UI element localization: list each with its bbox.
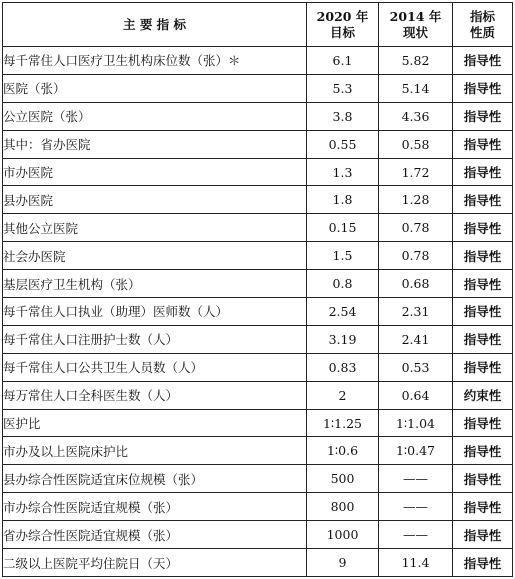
target-value: 1000 <box>307 521 379 549</box>
indicator-name: 市办综合性医院适宜规模（张） <box>3 493 307 521</box>
table-row <box>3 186 513 214</box>
indicator-nature: 指导性 <box>453 521 513 549</box>
indicator-nature: 指导性 <box>453 353 513 381</box>
target-value: 500 <box>307 465 379 493</box>
current-value: —— <box>379 521 453 549</box>
target-value: 1.5 <box>307 242 379 270</box>
current-value: 2.31 <box>379 298 453 326</box>
indicator-name: 县办综合性医院适宜床位规模（张） <box>3 465 307 493</box>
header-indicator: 主 要 指 标 <box>3 3 307 47</box>
indicator-name: 市办医院 <box>3 158 307 186</box>
current-value: 0.64 <box>379 381 453 409</box>
header-target-label: 目标 <box>329 24 355 40</box>
indicator-nature: 指导性 <box>453 130 513 158</box>
target-value: 800 <box>307 493 379 521</box>
indicator-nature: 指导性 <box>453 409 513 437</box>
indicator-name: 其他公立医院 <box>3 214 307 242</box>
indicator-name: 二级以上医院平均住院日（天） <box>3 549 307 577</box>
target-value: 6.1 <box>307 47 379 75</box>
table-row <box>3 465 513 493</box>
target-value: 3.8 <box>307 102 379 130</box>
table-row <box>3 130 513 158</box>
indicator-nature: 指导性 <box>453 47 513 75</box>
target-value: 3.19 <box>307 325 379 353</box>
indicator-name: 其中：省办医院 <box>3 130 307 158</box>
indicator-nature: 约束性 <box>453 381 513 409</box>
target-value: 9 <box>307 549 379 577</box>
table-row <box>3 409 513 437</box>
table-row <box>3 521 513 549</box>
table-row <box>3 437 513 465</box>
target-value: 1∶0.6 <box>307 437 379 465</box>
target-value: 5.3 <box>307 74 379 102</box>
indicator-nature: 指导性 <box>453 102 513 130</box>
target-value: 0.83 <box>307 353 379 381</box>
indicator-name: 医院（张） <box>3 74 307 102</box>
indicator-name: 社会办医院 <box>3 242 307 270</box>
target-value: 0.15 <box>307 214 379 242</box>
target-value: 2.54 <box>307 298 379 326</box>
current-value: —— <box>379 465 453 493</box>
indicator-name: 每万常住人口全科医生数（人） <box>3 381 307 409</box>
table-row <box>3 493 513 521</box>
current-value: 0.53 <box>379 353 453 381</box>
current-value: 1.72 <box>379 158 453 186</box>
indicator-nature: 指导性 <box>453 465 513 493</box>
header-status-year: 2014 年 <box>389 8 442 24</box>
header-target <box>307 3 379 47</box>
current-value: 4.36 <box>379 102 453 130</box>
target-value: 0.8 <box>307 270 379 298</box>
indicator-name: 省办综合性医院适宜规模（张） <box>3 521 307 549</box>
table-row <box>3 549 513 577</box>
current-value: 2.41 <box>379 325 453 353</box>
indicator-nature: 指导性 <box>453 270 513 298</box>
table-row <box>3 353 513 381</box>
current-value: 5.82 <box>379 47 453 75</box>
table-row <box>3 242 513 270</box>
current-value: 0.68 <box>379 270 453 298</box>
current-value: 0.58 <box>379 130 453 158</box>
indicator-nature: 指导性 <box>453 325 513 353</box>
indicators-table <box>2 2 513 577</box>
table-row <box>3 381 513 409</box>
indicator-name: 每千常住人口公共卫生人员数（人） <box>3 353 307 381</box>
indicator-nature: 指导性 <box>453 549 513 577</box>
current-value: 1.28 <box>379 186 453 214</box>
indicator-name: 基层医疗卫生机构（张） <box>3 270 307 298</box>
table-row <box>3 270 513 298</box>
current-value: 1∶1.04 <box>379 409 453 437</box>
header-status <box>379 3 453 47</box>
current-value: 0.78 <box>379 214 453 242</box>
table-row <box>3 158 513 186</box>
table-row <box>3 102 513 130</box>
indicator-nature: 指导性 <box>453 437 513 465</box>
current-value: —— <box>379 493 453 521</box>
target-value: 1.3 <box>307 158 379 186</box>
table-row <box>3 325 513 353</box>
table-row <box>3 214 513 242</box>
indicator-nature: 指导性 <box>453 242 513 270</box>
indicator-nature: 指导性 <box>453 186 513 214</box>
current-value: 0.78 <box>379 242 453 270</box>
current-value: 11.4 <box>379 549 453 577</box>
header-nature <box>453 3 513 47</box>
indicator-nature: 指导性 <box>453 214 513 242</box>
indicator-name: 县办医院 <box>3 186 307 214</box>
indicator-name: 市办及以上医院床护比 <box>3 437 307 465</box>
table-row <box>3 74 513 102</box>
indicator-nature: 指导性 <box>453 158 513 186</box>
target-value: 1.8 <box>307 186 379 214</box>
current-value: 5.14 <box>379 74 453 102</box>
indicator-name: 每千常住人口执业（助理）医师数（人） <box>3 298 307 326</box>
indicator-name: 医护比 <box>3 409 307 437</box>
indicator-nature: 指导性 <box>453 493 513 521</box>
header-status-label: 现状 <box>402 24 428 40</box>
current-value: 1∶0.47 <box>379 437 453 465</box>
header-nature-line2: 性质 <box>469 24 495 40</box>
indicator-name: 每千常住人口注册护士数（人） <box>3 325 307 353</box>
table-row <box>3 47 513 75</box>
target-value: 0.55 <box>307 130 379 158</box>
header-target-year: 2020 年 <box>316 8 369 24</box>
table-row <box>3 298 513 326</box>
indicator-name: 公立医院（张） <box>3 102 307 130</box>
indicator-nature: 指导性 <box>453 74 513 102</box>
header-row <box>3 3 513 47</box>
indicator-name: 每千常住人口医疗卫生机构床位数（张）＊ <box>3 47 307 75</box>
header-nature-line1: 指标 <box>469 8 495 24</box>
target-value: 2 <box>307 381 379 409</box>
indicator-nature: 指导性 <box>453 298 513 326</box>
target-value: 1∶1.25 <box>307 409 379 437</box>
